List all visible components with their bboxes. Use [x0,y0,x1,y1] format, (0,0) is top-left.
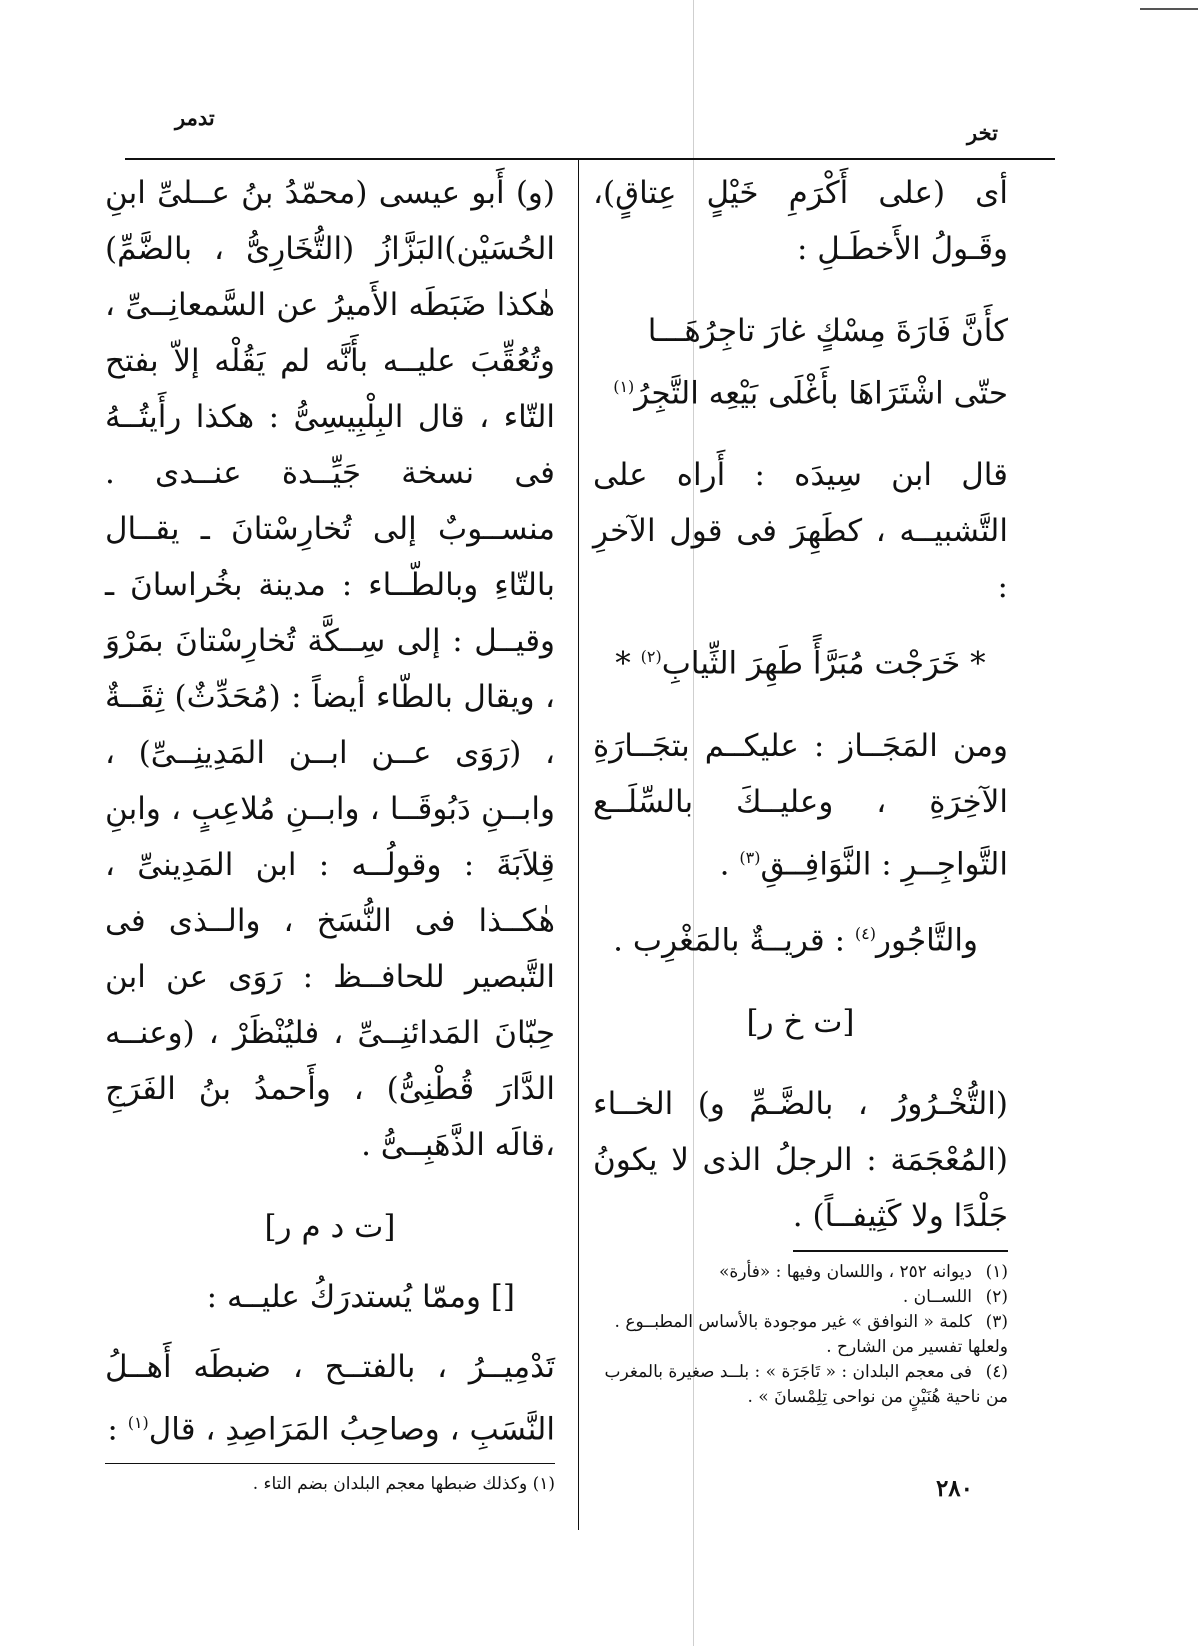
footnote-text: ديوانه ٢٥٢ ، واللسان وفيها : «فأرة» [719,1262,972,1283]
verse-line-2-text: حتّى اشْتَرَاهَا بأَغْلَى بَيْعِه التَّجِرُ [634,375,1008,412]
right-paragraph-3 [593,718,1008,892]
footnote-2 [593,1285,1008,1310]
right-paragraph-3-end: . [719,845,730,882]
section-heading-tkhr: [ت خ ر] [746,1004,855,1041]
left-paragraph-3-text: تَدْمِيــرُ ، بالفتــح ، ضبطَه أَهــلُ النَّسَبِ ، وصاحِبُ المَرَاصِدِ ، قال [105,1349,555,1448]
verse-line-3 [593,629,1008,691]
footnote-ref: (١) [127,1413,149,1432]
page-number: ٢٨٠ [935,1475,973,1502]
footnote-separator [793,1250,1008,1252]
left-column [105,165,555,1497]
right-column [593,165,1008,1410]
footnote-text: اللســان . [902,1287,972,1308]
left-paragraph-3 [105,1339,555,1457]
right-paragraph-2: قال ابن سِيدَه : أَراه على التَّشبيــه ، كطَهِرَ فى قول الآخرِ : [593,457,1008,606]
footnote-ref: (١) [613,377,635,396]
verse-line-3-text: * خَرَجْت مُبَرَّأً طَهِرَ الثِّيابِ [661,645,986,682]
footnote-number: (٤) [985,1362,1008,1383]
left-footnote-rule [105,1463,555,1464]
right-paragraph-4-text: والتَّاجُور [876,922,978,959]
footnote-1 [593,1260,1008,1285]
footnote-text: فى معجم البلدان : « تَاجَرَة » : بلــد صغيرة بالمغرب من ناحية هُنَيْنٍ من نواحى تِلِمْسانَ » . [604,1362,1008,1408]
section-heading-tdmr: [ت د م ر] [264,1209,396,1245]
right-paragraph-4 [593,906,1008,968]
verse-line-2 [593,359,1008,421]
header-rule [125,158,1055,160]
footnote-ref: (٤) [854,923,877,943]
footnote-text: كلمة « النوافق » غير موجودة بالأساس المطبــوع . ولعلها تفسير من الشارح . [614,1312,1008,1358]
right-paragraph-1: أى (على أَكْرَمِ خَيْلٍ عِتاقٍ)، وقَـولُ الأَخطَـلِ : [593,175,1008,267]
footnote-ref: (٣) [739,847,761,867]
left-header: تدمر [175,105,215,130]
footnote-number: (١) [985,1262,1008,1283]
right-paragraph-3-text: ومن المَجَــاز : عليكــم بتجَــارَةِ الآخِرَةِ ، وعليــكَ بالسِّلَــع التَّواجِــرِ : النَّوَافِــقِ [593,727,1008,882]
right-paragraph-5: (التُّخْـرُورُ ، بالضَّـمِّ و) الخــاء (المُعْجَمَة : الرجلُ الذى لا يكونُ جَلْدًا ولا كَثِيفــاً) . [593,1086,1008,1235]
footnote-ref: (٢) [640,647,662,667]
right-header: تخر [967,120,998,145]
left-paragraph-1: (و) أَبو عيسى (محمّدُ بنُ عــلىِّ ابنِ الحُسَيْن)البَزَّازُ (التُّخَارِىُّ ، بالضَّمِّ) هٰكذا ضَبَطَه الأَميرُ عن السَّمعانِــىِّ ، وتُعُقِّبَ عليــه بأَنَّه لم يَقُلْه إلاّ بفتح التّاء ، قال البِلْبِيسِىُّ : هكذا رأَيتُــهُ فى نسخة جَيِّــدة عنــدى . منســوبٌ إلى تُخارِسْتانَ ـ يقــال بالتّاءِ وبالطّــاء : مدينة بخُراسانَ ـ وقيــل : إلى سِــكَّة تُخارِسْتانَ بمَرْوَ ، ويقال بالطّاء أيضاً : (مُحَدِّثٌ) ثِقَــةٌ ، (رَوَى عــن ابــن المَدِينِــىِّ) ، وابــنِ دَبُوقَــا ، وابــنِ مُلاعِبٍ ، وابنِ قِلاَبَةَ : وقولُــه : ابن المَدِينىِّ ، هٰكــذا فى النُّسَخ ، والــذى فى التَّبصير للحافــظ : رَوَى عن ابن حِبّانَ المَدائنِــىِّ ، فليُنْظَرْ ، (وعنــه الدَّارَ قُطْنِىُّ) ، وأَحمدُ بنُ الفَرَجِ ،قالَه الذَّهَبِــىُّ . [105,175,555,1163]
footnote-4 [593,1360,1008,1410]
scan-corner-mark [1140,8,1198,10]
right-footnotes [593,1260,1008,1410]
verse-line-1: كأَنَّ فَارَةَ مِسْكٍ غارَ تاجِرُهَـــا [647,313,1008,349]
footnote-number: (٢) [985,1287,1008,1308]
footnote-3 [593,1310,1008,1360]
left-paragraph-3-end: : [107,1411,118,1448]
right-paragraph-4-end: : قريــةٌ بالمَغْرِب . [613,922,846,959]
verse-line-3-end: * [615,645,631,682]
footnote-number: (٣) [985,1312,1008,1333]
column-divider [578,160,579,1530]
left-paragraph-2: [] وممّا يُستدرَكُ عليــه : [206,1279,515,1315]
left-footnote-1: (١) وكذلك ضبطها معجم البلدان بضم التاء . [252,1474,555,1495]
